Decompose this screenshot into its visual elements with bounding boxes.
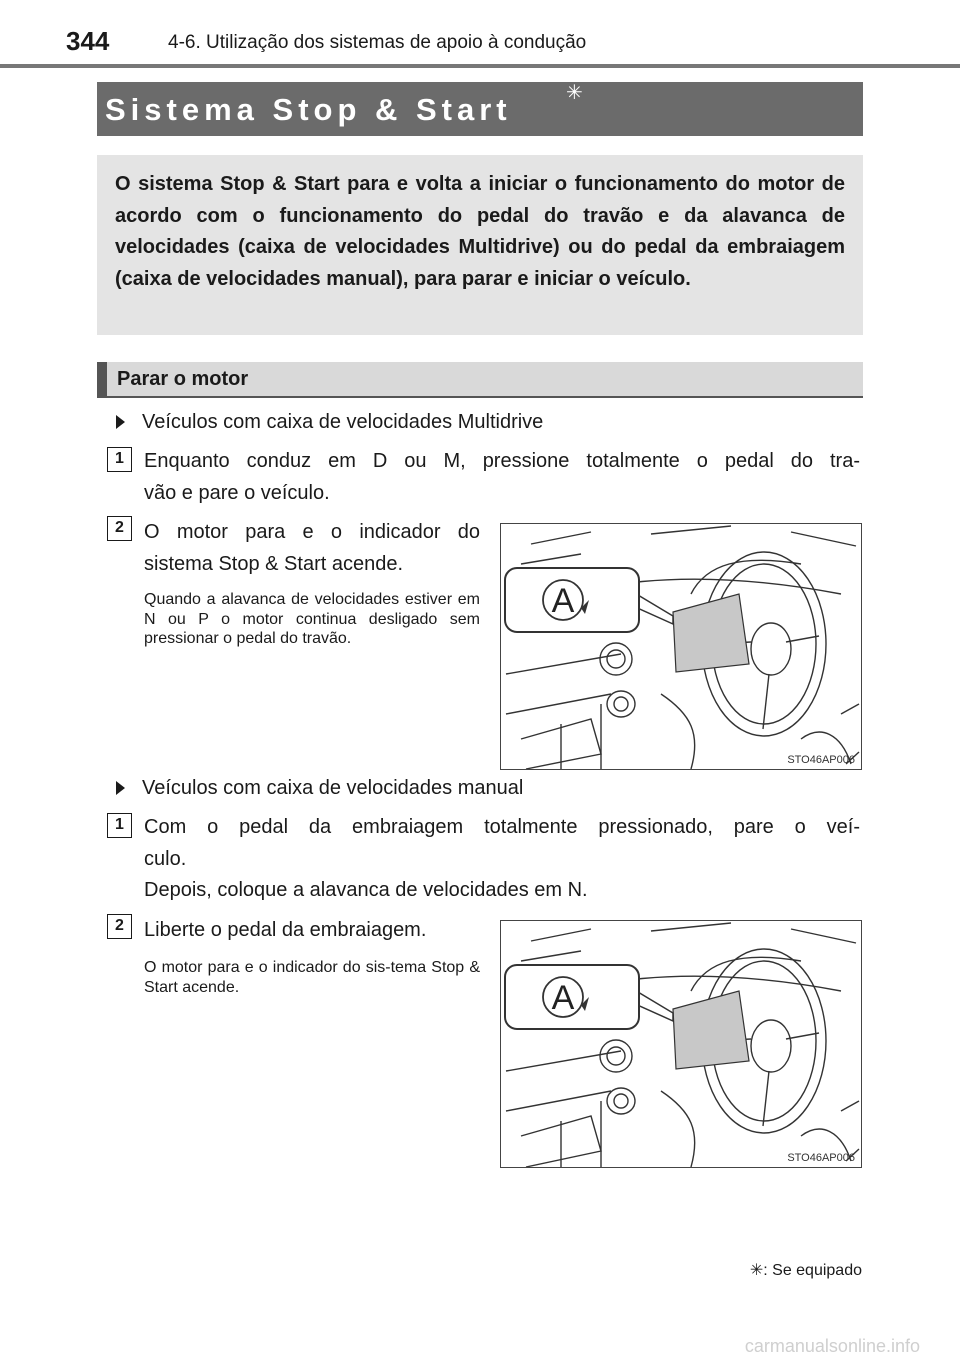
step-1-line: Enquanto conduz em D ou M, pressione totalmente o pedal do tra- — [144, 450, 860, 472]
bullet-manual-text: Veículos com caixa de velocidades manual — [142, 777, 524, 799]
dashboard-figure-1 — [500, 523, 862, 770]
section-heading-text: Parar o motor — [117, 368, 249, 390]
step-2-badge: 2 — [107, 914, 132, 939]
step-1-badge: 1 — [107, 447, 132, 472]
bullet-multidrive — [116, 410, 543, 434]
footnote — [750, 1260, 862, 1280]
title-bar — [97, 82, 863, 136]
step-2-badge: 2 — [107, 516, 132, 541]
triangle-bullet-icon — [116, 781, 125, 795]
step-1-text — [144, 446, 860, 509]
dashboard-illustration — [501, 921, 861, 1167]
asterisk-icon: ✳ — [749, 1262, 764, 1279]
page-title: Sistema Stop & Start — [105, 92, 512, 127]
indicator-label: A — [551, 582, 575, 620]
step-1-line: Depois, coloque a alavanca de velocidades em N. — [144, 879, 588, 901]
step-2-line: Liberte o pedal da embraiagem. — [144, 919, 427, 941]
step-2-text — [144, 915, 480, 947]
bullet-manual — [116, 776, 523, 800]
step-2-text — [144, 517, 480, 580]
page-number: 344 — [66, 26, 110, 56]
bullet-multidrive-text: Veículos com caixa de velocidades Multidrive — [142, 411, 544, 433]
chapter-title: 4-6. Utilização dos sistemas de apoio à condução — [168, 32, 587, 53]
step-1-line: culo. — [144, 847, 187, 870]
step-1-line: vão e pare o veículo. — [144, 481, 330, 504]
section-heading — [97, 362, 863, 398]
step-2-note: Quando a alavanca de velocidades estiver em N ou P o motor continua desligado sem pressionar o pedal do travão. — [144, 591, 480, 647]
dashboard-illustration — [501, 524, 861, 769]
dashboard-figure-2 — [500, 920, 862, 1168]
asterisk-icon: ✳ — [566, 82, 583, 104]
step-1-badge: 1 — [107, 813, 132, 838]
triangle-bullet-icon — [116, 415, 125, 429]
intro-box — [97, 155, 863, 335]
step-1-line: Com o pedal da embraiagem totalmente pressionado, pare o veí- — [144, 816, 860, 838]
header-rule — [0, 64, 960, 68]
watermark: carmanualsonline.info — [744, 1336, 920, 1356]
step-2-line: sistema Stop & Start acende. — [144, 552, 404, 575]
step-2-note: O motor para e o indicador do sis-tema Stop & Start acende. — [144, 959, 480, 996]
step-2-line: O motor para e o indicador do — [144, 521, 480, 543]
indicator-label: A — [551, 979, 575, 1017]
footnote-text: : Se equipado — [763, 1262, 862, 1279]
intro-text: O sistema Stop & Start para e volta a iniciar o funcionamento do motor de acordo com o funcionamento do pedal do travão e da alavanca de velocidades (caixa de velocidades Multidrive) ou do pedal da embraiagem (caixa de velocidades manual), para parar e iniciar o veículo. — [115, 173, 845, 290]
figure-code: STO46AP006 — [787, 1152, 855, 1164]
step-1-text — [144, 812, 860, 907]
figure-code: STO46AP006 — [787, 754, 855, 766]
